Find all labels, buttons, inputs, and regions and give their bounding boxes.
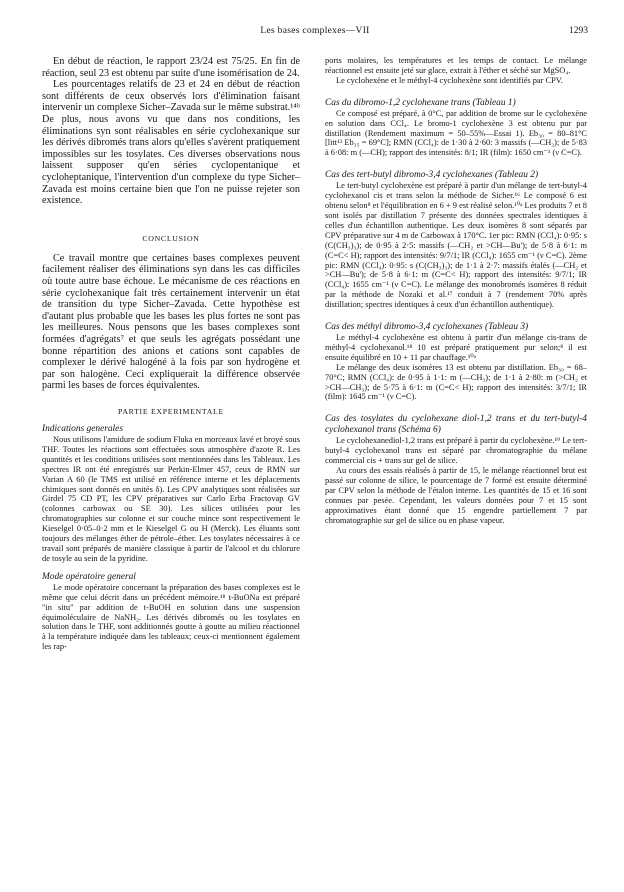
paragraph-methyl: Le méthyl-4 cyclohexène est obtenu à partir d'un mélange cis-trans de méthyl-4 cyclohexanol.¹⁸ 10 est préparé pratiquement pur selon;⁸ il est ensuite équilibré en 10 + 11 par chauffage.¹⁰ᵃ (325, 333, 587, 362)
paragraph-tertbutyl: Le tert-butyl cyclohexène est préparé à partir d'un mélange de tert-butyl-4 cyclohexanol cis et trans selon la méthode de Sicher.¹⁶ Le composé 6 est obtenu selon⁸ et l'équilibration en 6 + 9 est réalisé selon.¹⁰ᵃ Les produits 7 et 8 sont isolés par distillation 7 présente des données spectrales identiques à celles d'un échantillon authentique. Les deux isomères 8 sont séparés par CPV préparative sur 4 m de Carbowax à 170°C. 1er pic: RMN (CCl₄): 0·95: s (C(CH₃)₃); de 0·95 à 2·5: massifs (—CH₂ et >CH—Bu'); de 5·8 à 6·1: m (C=C< H); rapport des intensités: 9/7/1; IR (CCl₄): 1655 cm⁻¹ (ν C=C). 2ème pic: RMN (CCl₄): 0·95: s (C(CH₃)₃); de 1·1 à 2·7: massifs étalés (—CH₂ et >CH—Bu'); de 5·8 à 6·1: m (C=C< H); rapport des intensités: 9/7/1; IR (CCl₄): 1655 cm⁻¹ (ν C=C). Le mélange des monobromés isomères 8 réduit par la méthode de Nozaki et al.¹⁷ conduit à 7 (rendement 70% après distillation; spectres identiques à ceux d'un échantillon authentique). (325, 181, 587, 310)
paragraph-ratio: En début de réaction, le rapport 23/24 est 75/25. En fin de réaction, seul 23 est obtenu par suite d'une isomérisation de 24. (42, 56, 300, 79)
indications-subheading: Indications generales (42, 424, 123, 435)
right-column (325, 56, 587, 526)
paragraph-conclusion: Ce travail montre que certaines bases complexes peuvent facilement réaliser des éliminations syn dans les cas difficiles où toute autre base échoue. Le mécanisme de ces réactions en série cyclohexanique fait très certainement intervenir un état de transition du type Sicher–Zavada. Cette hypothèse est d'autant plus probable que les bases les plus fortes ne sont pas les meilleures. Nous pensons que les bases complexes sont formées d'agrégats⁷ et que seuls les agrégats possédant une bonne répartition des anions et cations sont capables de complexer le dérivé halogéné à la fois par son hydrogène et par son halogène. Ceci expliquerait la différence observée parmi les bases de forces équivalentes. (42, 252, 300, 392)
methyl-subheading: Cas des méthyl dibromo-3,4 cyclohexanes (Tableau 3) (325, 322, 529, 333)
paragraph-dibromo: Ce composé est préparé, à 0°C, par addition de brome sur le cyclohexène en solution dans CCl₄. Le bromo-1 cyclohexène 3 est obtenu pur par distillation (Rendement maximum = 50–55%—Essai 1). Eb₃₀ = 80–81°C [litt¹³ Eb₃₅ = 69°C]; RMN (CCl₄): de 1·30 à 2·60: 3 massifs (—CH₂); de 5·83 à 6·08: m (—CH); rapport des intensités: 8/1; IR (film): 1650 cm⁻¹ (ν C=C). (325, 108, 587, 158)
paragraph-molar-ratios: ports molaires, les températures et les temps de contact. Le mélange réactionnel est ensuite jeté sur glace, extrait à l'éther et séché sur MgSO₄. (325, 56, 587, 75)
dibromo-subheading: Cas du dibromo-1,2 cyclohexane trans (Tableau 1) (325, 97, 516, 108)
running-header (42, 26, 588, 40)
paragraph-percentages: Les pourcentages relatifs de 23 et 24 en début de réaction sont différents de ceux observés lors d'élimination faisant intervenir un complexe Sicher–Zavada sur le même substrat.¹⁴ᵇ De plus, nous avons vu que dans nos conditions, les éliminations syn sont réalisables en série cyclohexanique sur les dérivés dibromés trans alors qu'elles s'avèrent pratiquement impossibles sur les tosylates. Ces diverses observations nous laissent supposer qu'en séries cyclopentanique et cycloheptanique, l'intervention d'un complexe du type Sicher–Zavada est moins certaine bien que l'on ne puisse rejeter son existence. (42, 79, 300, 207)
tosylate-subheading: Cas des tosylates du cyclohexane diol-1,2 trans et du tert-butyl-4 cyclohexanol trans (Schéma 6) (325, 414, 587, 436)
left-column (42, 56, 300, 652)
paragraph-identification: Le cyclohexène et le méthyl-4 cyclohexène sont identifiés par CPV. (336, 75, 563, 85)
tertbutyl-subheading: Cas des tert-butyl dibromo-3,4 cyclohexanes (Tableau 2) (325, 170, 539, 181)
paragraph-tosylate: Le cyclohexanediol-1,2 trans est préparé à partir du cyclohexène.¹⁹ Le tert-butyl-4 cyclohexanol trans est séparé par chromatographie du mélane commercial cis + trans sur gel de silice. (325, 436, 587, 466)
paragraph-tosylate-trials: Au cours des essais réalisés à partir de 15, le mélange réactionnel brut est passé sur colonne de silice, le pourcentage de 7 formé est ensuite déterminé par CPV selon la méthode de l'étalon interne. Les quantités de 15 et 16 sont connues par pesée. Cependant, les valeurs données pour 7 et 15 sont approximatives étant donné que 15 engendre partiellement 7 par chromatographie sur gel de silice ou en phase vapeur. (325, 466, 587, 525)
conclusion-heading: CONCLUSION (142, 233, 200, 243)
page-number: 1293 (569, 26, 588, 36)
paragraph-indications: Nous utilisons l'amidure de sodium Fluka en morceaux lavé et broyé sous THF. Toutes les réactions sont effectuées sous atmosphère d'azote R. Les quantités et les conditions utilisées sont mentionnées dans les Tableaux. Les spectres IR ont été enregistrés sur Perkin-Elmer 457, ceux de RMN sur Varian A 60 (le TMS est utilisé en référence interne et les déplacements chimiques sont donnés en unités δ). Les CPV analytiques sont réalisées sur Girdel 75 CD PT, les CPV préparatives sur Carlo Erba Fractovap GV (colonnes carbowax ou SE 30). Les silices utilisées pour les chromatographies sur colonne et sur couche mince sont respectivement le Kieselgel 0·05–0·2 mm et le Kieselgel G ou H (Merck). Les éluants sont toujours des mélanges éther de pétrole–éther. Les tosylates nécessaires à ce travail sont préparés de manière classique à partir de l'alcool et du chlorure de tosyle au sein de la pyridine. (42, 435, 300, 563)
paragraph-methyl-isomers: Le mélange des deux isomères 13 est obtenu par distillation. Eb₃₀ = 68–70°C; RMN (CCl₄): de 0·95 à 1·1: m (—CH₃); de 1·1 à 2·80: m (>CH₂ et >CH—CH₃); de 5·75 à 6·1: m (C=C< H); rapport des intensités: 3/7/1; IR (film): 1645 cm⁻¹ (ν C=C). (325, 362, 587, 402)
mode-subheading: Mode opératoire general (42, 571, 136, 582)
running-title: Les bases complexes—VII (260, 26, 370, 36)
paragraph-mode: Le mode opératoire concernant la préparation des bases complexes est le même que celui décrit dans un précédent mémoire.¹⁸ t-BuONa est préparé "in situ" par addition de t-BuOH en solution dans une suspension équimoléculaire de NaNH₂. Les dérivés dibromés ou les tosylates en solution dans le THF, sont additionnés goutte à goutte au milieu réactionnel à la température indiquée dans les tableaux; ceux-ci mentionnent également les rap- (42, 582, 300, 652)
experimental-heading: PARTIE EXPERIMENTALE (118, 406, 224, 416)
